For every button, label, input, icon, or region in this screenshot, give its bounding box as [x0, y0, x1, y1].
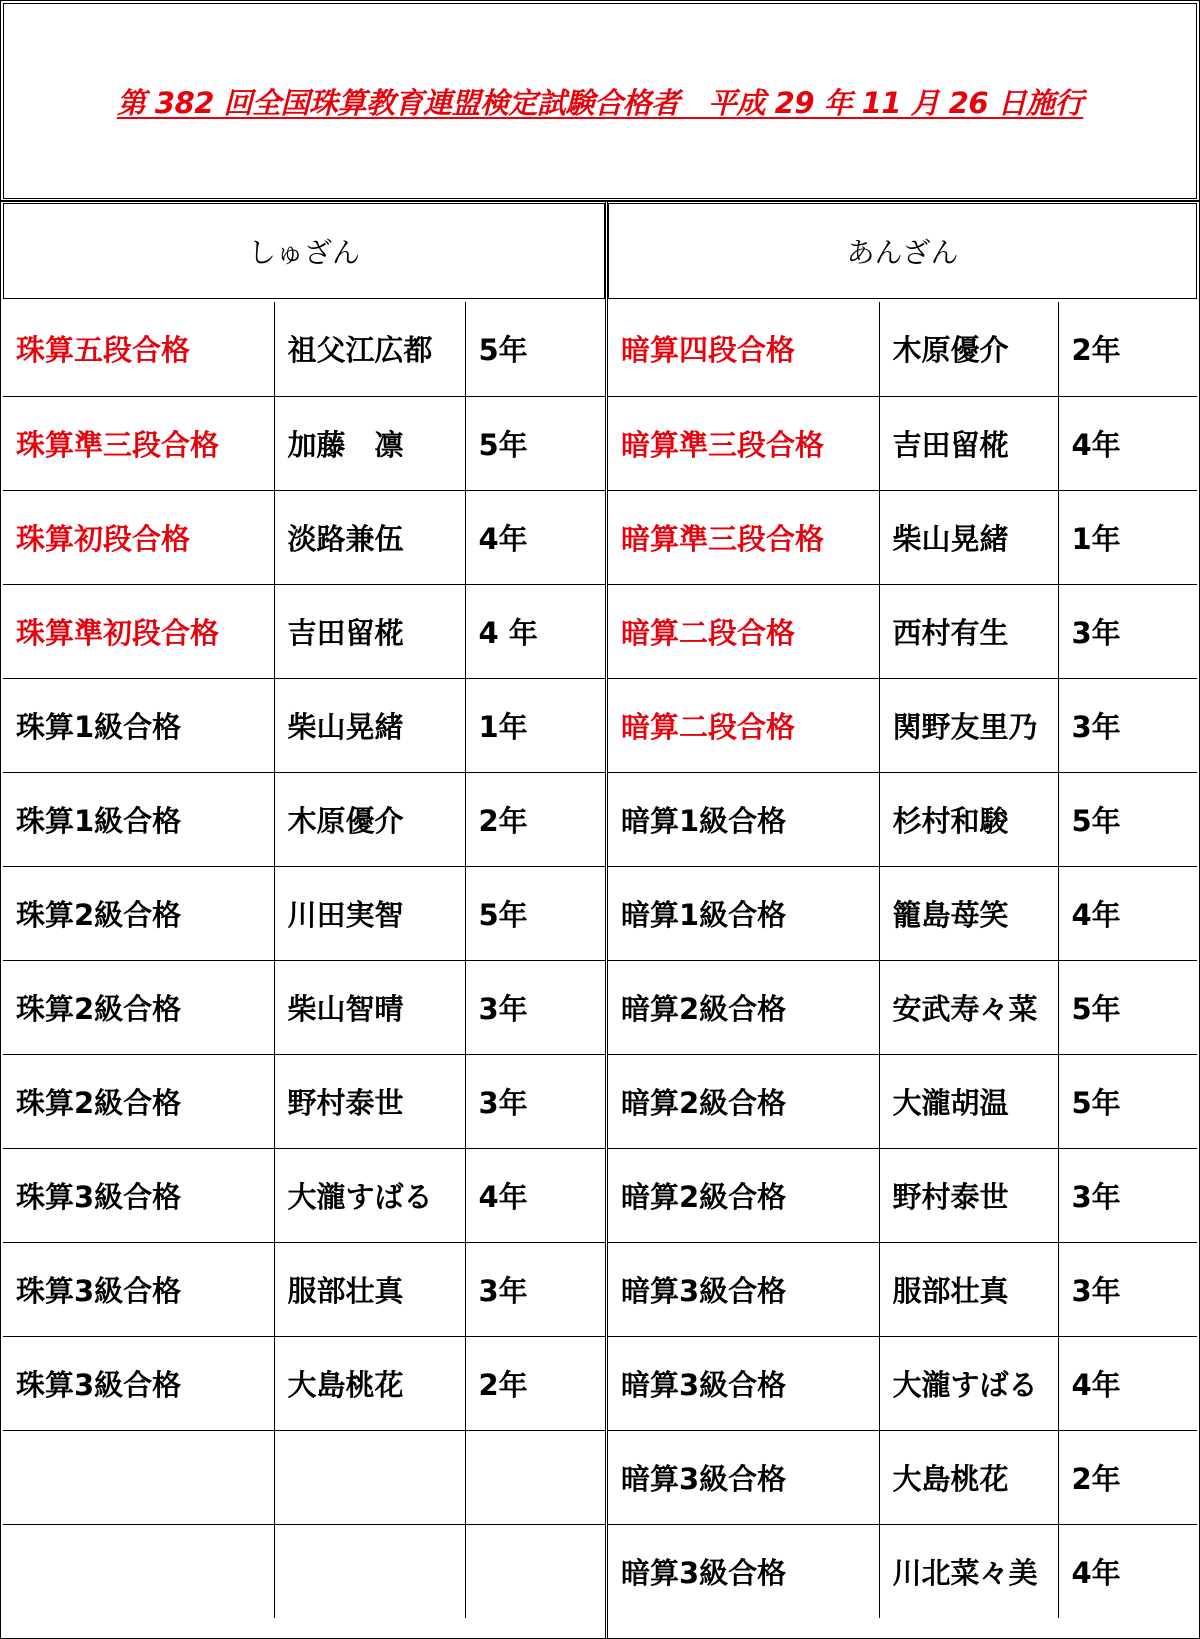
table-row — [608, 1242, 1197, 1336]
grade-cell: 珠算2級合格 — [3, 866, 274, 960]
soroban-results-table — [3, 302, 605, 1618]
grade-cell: 珠算初段合格 — [3, 490, 274, 584]
name-cell — [274, 1524, 465, 1618]
table-row — [3, 1054, 605, 1148]
grade-cell: 暗算1級合格 — [608, 866, 879, 960]
year-cell — [465, 1430, 605, 1524]
name-cell: 木原優介 — [879, 302, 1058, 396]
grade-cell: 暗算2級合格 — [608, 1148, 879, 1242]
year-cell: 5年 — [1058, 772, 1197, 866]
grade-cell: 珠算準三段合格 — [3, 396, 274, 490]
name-cell: 籠島苺笑 — [879, 866, 1058, 960]
table-row — [3, 772, 605, 866]
year-cell: 4年 — [1058, 396, 1197, 490]
table-row — [608, 584, 1197, 678]
grade-cell: 珠算3級合格 — [3, 1242, 274, 1336]
name-cell: 加藤 凛 — [274, 396, 465, 490]
table-row — [3, 678, 605, 772]
table-row — [608, 1524, 1197, 1618]
table-row — [608, 396, 1197, 490]
year-cell: 1年 — [465, 678, 605, 772]
name-cell: 大島桃花 — [274, 1336, 465, 1430]
grade-cell: 暗算二段合格 — [608, 584, 879, 678]
table-row — [3, 302, 605, 396]
table-row — [608, 302, 1197, 396]
table-row — [3, 1430, 605, 1524]
anzan-header: あんざん — [608, 203, 1197, 299]
year-cell: 3年 — [1058, 1242, 1197, 1336]
table-row — [3, 490, 605, 584]
grade-cell: 珠算3級合格 — [3, 1336, 274, 1430]
grade-cell: 暗算3級合格 — [608, 1430, 879, 1524]
grade-cell: 珠算1級合格 — [3, 772, 274, 866]
grade-cell: 珠算五段合格 — [3, 302, 274, 396]
table-row — [3, 1524, 605, 1618]
name-cell: 川北菜々美 — [879, 1524, 1058, 1618]
anzan-results-table — [608, 302, 1197, 1618]
grade-cell: 暗算2級合格 — [608, 1054, 879, 1148]
name-cell: 大島桃花 — [879, 1430, 1058, 1524]
name-cell: 大瀧すばる — [274, 1148, 465, 1242]
name-cell: 祖父江広都 — [274, 302, 465, 396]
name-cell: 安武寿々菜 — [879, 960, 1058, 1054]
year-cell — [465, 1524, 605, 1618]
name-cell: 服部壮真 — [274, 1242, 465, 1336]
table-row — [608, 490, 1197, 584]
name-cell: 柴山智晴 — [274, 960, 465, 1054]
grade-cell: 珠算準初段合格 — [3, 584, 274, 678]
year-cell: 4年 — [465, 490, 605, 584]
year-cell: 3年 — [1058, 1148, 1197, 1242]
name-cell: 吉田留椛 — [274, 584, 465, 678]
table-row — [608, 1148, 1197, 1242]
year-cell: 2年 — [1058, 1430, 1197, 1524]
table-row — [3, 866, 605, 960]
year-cell: 3年 — [465, 960, 605, 1054]
year-cell: 5年 — [465, 866, 605, 960]
name-cell: 木原優介 — [274, 772, 465, 866]
name-cell: 柴山晃緒 — [879, 490, 1058, 584]
year-cell: 3年 — [465, 1054, 605, 1148]
page-title: 第 382 回全国珠算教育連盟検定試験合格者 平成 29 年 11 月 26 日施行 — [116, 85, 1084, 120]
table-row — [3, 396, 605, 490]
table-row — [3, 1336, 605, 1430]
grade-cell: 暗算1級合格 — [608, 772, 879, 866]
year-cell: 3年 — [1058, 584, 1197, 678]
name-cell: 杉村和駿 — [879, 772, 1058, 866]
table-row — [3, 1148, 605, 1242]
grade-cell: 暗算2級合格 — [608, 960, 879, 1054]
grade-cell: 暗算3級合格 — [608, 1242, 879, 1336]
grade-cell: 暗算二段合格 — [608, 678, 879, 772]
name-cell: 西村有生 — [879, 584, 1058, 678]
grade-cell: 暗算準三段合格 — [608, 396, 879, 490]
grade-cell: 珠算2級合格 — [3, 1054, 274, 1148]
name-cell: 関野友里乃 — [879, 678, 1058, 772]
table-row — [608, 1336, 1197, 1430]
year-cell: 5年 — [465, 396, 605, 490]
table-row — [608, 1054, 1197, 1148]
table-row — [608, 960, 1197, 1054]
table-row — [3, 1242, 605, 1336]
grade-cell — [3, 1524, 274, 1618]
year-cell: 3年 — [465, 1242, 605, 1336]
table-row — [3, 584, 605, 678]
year-cell: 4年 — [1058, 1524, 1197, 1618]
year-cell: 5年 — [1058, 1054, 1197, 1148]
soroban-header: しゅざん — [3, 203, 605, 299]
name-cell: 野村泰世 — [274, 1054, 465, 1148]
name-cell: 大瀧胡温 — [879, 1054, 1058, 1148]
table-row — [608, 1430, 1197, 1524]
name-cell: 淡路兼伍 — [274, 490, 465, 584]
name-cell: 吉田留椛 — [879, 396, 1058, 490]
table-row — [608, 866, 1197, 960]
table-row — [608, 772, 1197, 866]
grade-cell: 珠算3級合格 — [3, 1148, 274, 1242]
grade-cell: 珠算2級合格 — [3, 960, 274, 1054]
year-cell: 5年 — [1058, 960, 1197, 1054]
year-cell: 5年 — [465, 302, 605, 396]
grade-cell: 暗算3級合格 — [608, 1336, 879, 1430]
name-cell — [274, 1430, 465, 1524]
year-cell: 4 年 — [465, 584, 605, 678]
year-cell: 1年 — [1058, 490, 1197, 584]
name-cell: 服部壮真 — [879, 1242, 1058, 1336]
grade-cell: 暗算四段合格 — [608, 302, 879, 396]
table-row — [608, 678, 1197, 772]
name-cell: 柴山晃緒 — [274, 678, 465, 772]
year-cell: 2年 — [1058, 302, 1197, 396]
year-cell: 4年 — [1058, 1336, 1197, 1430]
year-cell: 2年 — [465, 1336, 605, 1430]
grade-cell — [3, 1430, 274, 1524]
name-cell: 野村泰世 — [879, 1148, 1058, 1242]
grade-cell: 暗算準三段合格 — [608, 490, 879, 584]
grade-cell: 暗算3級合格 — [608, 1524, 879, 1618]
year-cell: 4年 — [1058, 866, 1197, 960]
year-cell: 3年 — [1058, 678, 1197, 772]
table-row — [3, 960, 605, 1054]
grade-cell: 珠算1級合格 — [3, 678, 274, 772]
name-cell: 大瀧すばる — [879, 1336, 1058, 1430]
year-cell: 2年 — [465, 772, 605, 866]
name-cell: 川田実智 — [274, 866, 465, 960]
year-cell: 4年 — [465, 1148, 605, 1242]
